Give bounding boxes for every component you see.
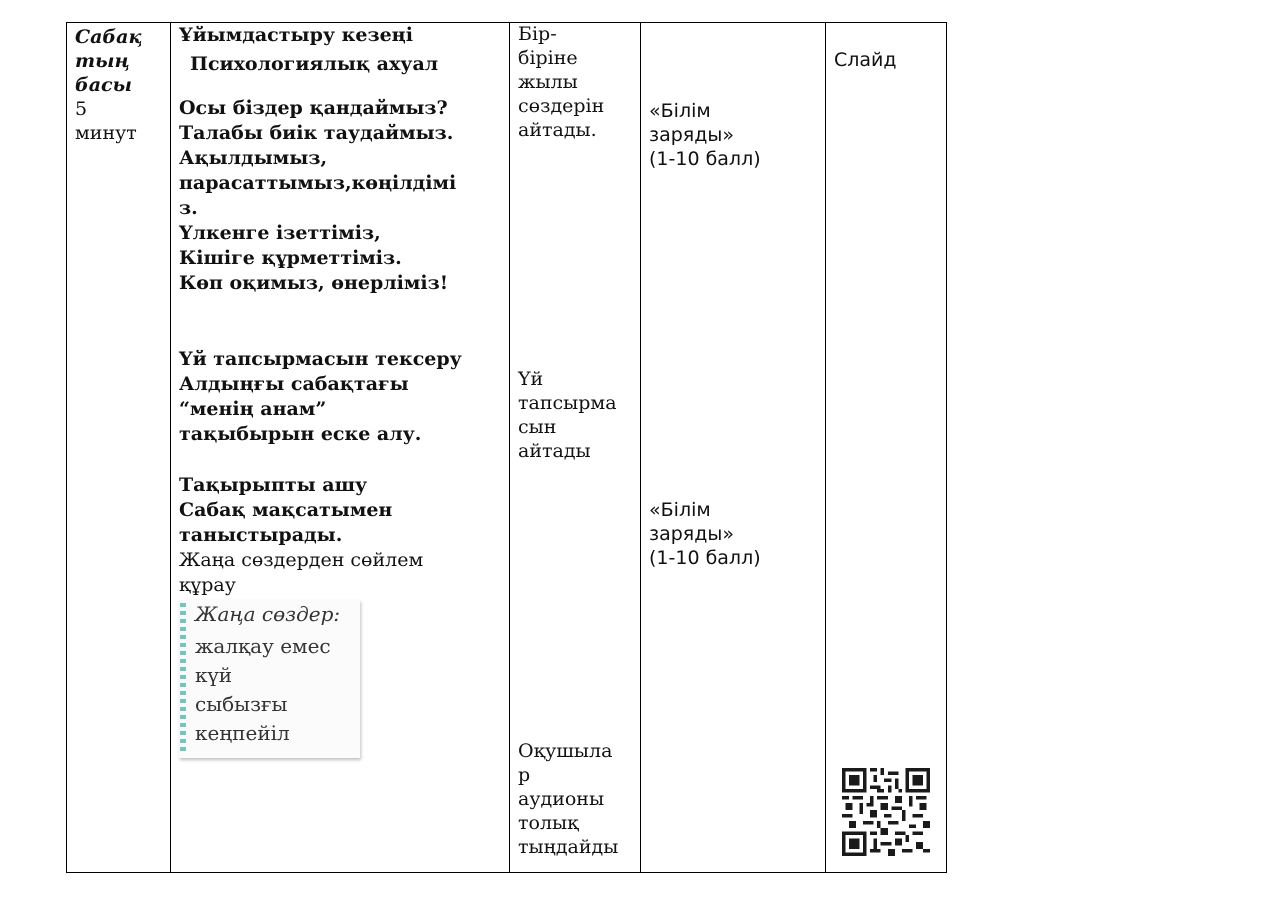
qr-code-icon [842, 768, 930, 856]
homework-heading: Үй тапсырмасын тексеру [179, 348, 462, 370]
new-word-item: кеңпейіл [195, 721, 290, 745]
assessment-first: «Білім заряды» (1-10 балл) [649, 100, 761, 170]
greeting-response: Бір- біріне жылы сөздерін айтады. [518, 23, 605, 141]
qr-code-graphic [842, 768, 930, 856]
sentence-task: Жаңа сөздерден сөйлем құрау [179, 549, 424, 596]
new-word-item: сыбызғы [195, 692, 288, 716]
stage-cell [67, 23, 171, 873]
teacher-activity-cell [171, 23, 510, 873]
psych-heading: Психологиялық ахуал [190, 53, 439, 75]
stage-title: Сабақ тың басы [75, 26, 142, 96]
new-words-heading: Жаңа сөздер: [195, 602, 341, 626]
new-word-item: күй [195, 663, 233, 687]
greeting-poem: Осы біздер қандаймыз? Талабы биік таудаймыз. Ақылдымыз, парасаттымыз,көңілдімі з. Үлкенге ізеттіміз, Кішіге құрметтіміз. Көп оқимыз, өнерліміз! [179, 97, 457, 294]
slide-label: Слайд [834, 49, 897, 71]
dotted-border [180, 603, 186, 753]
stage-duration: 5 минут [75, 98, 137, 144]
lesson-plan-table [66, 22, 947, 873]
assessment-second: «Білім заряды» (1-10 балл) [649, 499, 761, 569]
new-words-card [179, 600, 360, 758]
student-activity-cell [510, 23, 641, 873]
org-stage-heading: Ұйымдастыру кезеңі [179, 24, 413, 46]
audio-response: Оқушыла р аудионы толық тыңдайды [518, 740, 619, 858]
topic-section: Тақырыпты ашу Сабақ мақсатымен таныстырады. [179, 474, 393, 546]
new-word-item: жалқау емес [195, 634, 331, 658]
homework-response: Үй тапсырма сын айтады [518, 368, 617, 462]
assessment-cell [641, 23, 826, 873]
homework-section: Үй тапсырмасын тексеру Алдыңғы сабақтағы “менің анам” тақыбырын еске алу. [179, 348, 462, 445]
topic-heading: Тақырыпты ашу [179, 474, 368, 496]
resources-cell [826, 23, 947, 873]
